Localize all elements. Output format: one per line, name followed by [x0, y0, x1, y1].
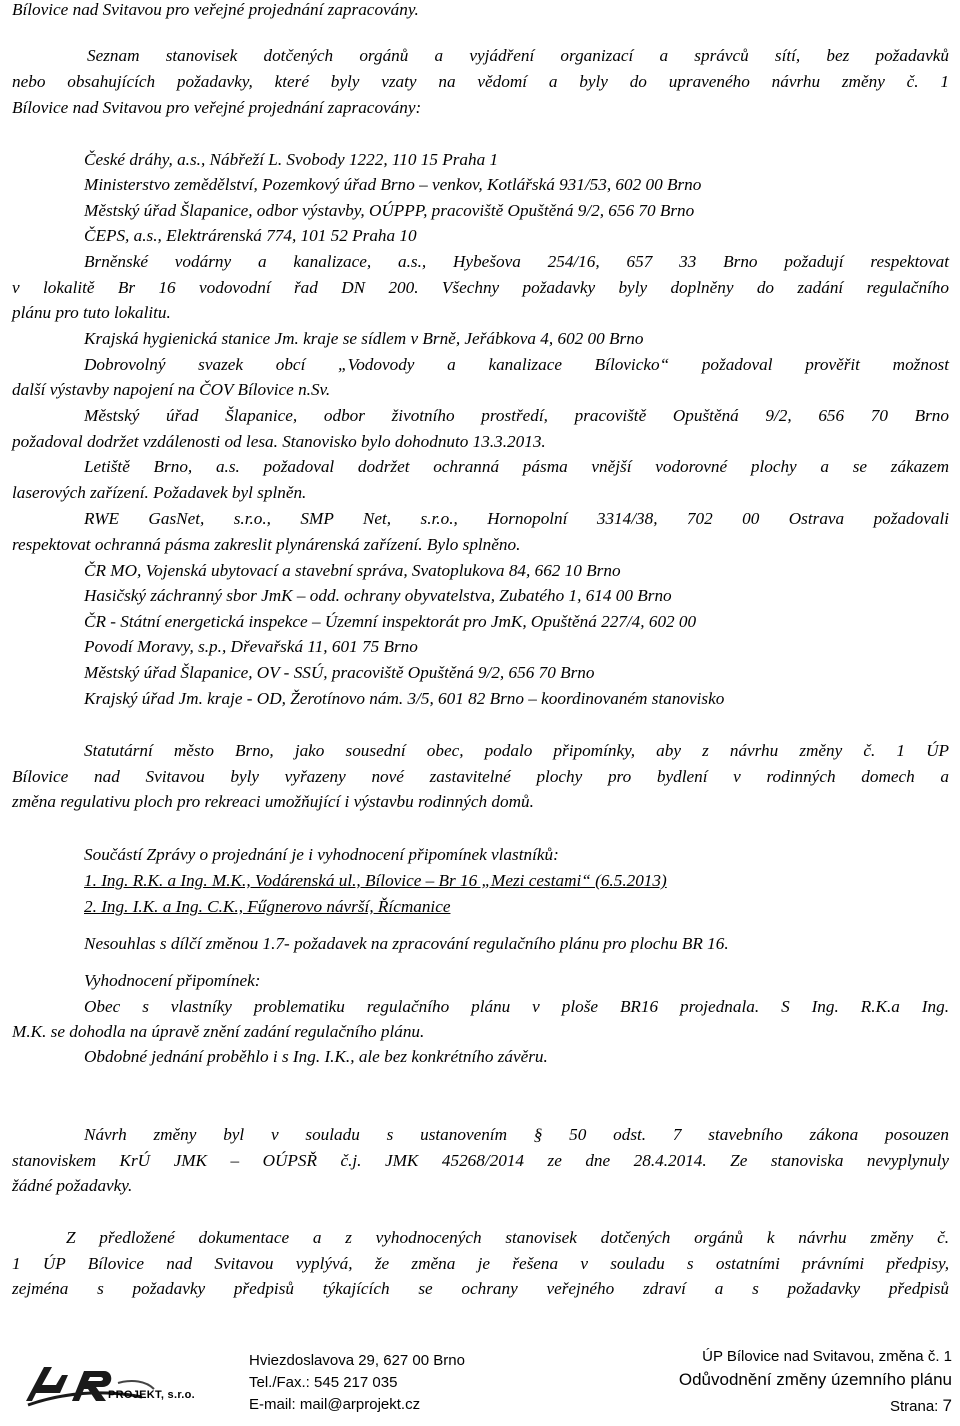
list-intro-line: Seznam stanovisek dotčených orgánů a vyjádření organizací a správců sítí, bez požadavků: [87, 46, 949, 65]
entry-line: RWE GasNet, s.r.o., SMP Net, s.r.o., Hornopolní 3314/38, 702 00 Ostrava požadovali: [84, 509, 949, 528]
entry-line: Hasičský záchranný sbor JmK – odd. ochrany obyvatelstva, Zubatého 1, 614 00 Brno: [84, 586, 672, 605]
entry-line: v lokalitě Br 16 vodovodní řad DN 200. Všechny požadavky byly doplněny do zadání regulačního: [12, 278, 949, 297]
proposal-line: Návrh změny byl v souladu s ustanovením § 50 odst. 7 stavebního zákona posouzen: [84, 1125, 949, 1144]
list-intro-line: nebo obsahujících požadavky, které byly vzaty na vědomí a byly do upraveného návrhu změny č. 1: [12, 72, 949, 91]
statutory-line: změna regulativu ploch pro rekreaci umožňující i výstavbu rodinných domů.: [12, 792, 534, 811]
entry-line: Krajská hygienická stanice Jm. kraje se sídlem v Brně, Jeřábkova 4, 602 00 Brno: [84, 329, 644, 348]
entry-line: Krajský úřad Jm. kraje - OD, Žerotínovo nám. 3/5, 601 82 Brno – koordinovaném stanovisko: [84, 689, 725, 708]
footer-phone: Tel./Fax.: 545 217 035: [249, 1374, 398, 1391]
entry-line: laserových zařízení. Požadavek byl splněn.: [12, 483, 307, 502]
logo-text: PROJEKT, s.r.o.: [108, 1389, 196, 1401]
entry-line: Brněnské vodárny a kanalizace, a.s., Hybešova 254/16, 657 33 Brno požadují respektovat: [84, 252, 949, 271]
carryover-line: Bílovice nad Svitavou pro veřejné projednání zapracovány.: [12, 0, 419, 19]
conclusion-line: 1 ÚP Bílovice nad Svitavou vyplývá, že změna je řešena v souladu s ostatními právními předpisy,: [12, 1254, 949, 1273]
statutory-line: Statutární město Brno, jako sousední obec, podalo připomínky, aby z návrhu změny č. 1 ÚP: [84, 741, 949, 760]
evaluation-line: Obec s vlastníky problematiku regulačního plánu v ploše BR16 projednala. S Ing. R.K.a Ing.: [84, 997, 949, 1016]
footer-doc-subtitle: Odůvodnění změny územního plánu: [678, 1370, 952, 1389]
comments-intro: Součástí Zprávy o projednání je i vyhodnocení připomínek vlastníků:: [84, 845, 559, 864]
entry-line: Ministerstvo zemědělství, Pozemkový úřad Brno – venkov, Kotlářská 931/53, 602 00 Brno: [84, 175, 702, 194]
proposal-line: stanoviskem KrÚ JMK – OÚPSŘ č.j. JMK 45268/2014 ze dne 28.4.2014. Ze stanoviska nevyplynuly: [12, 1151, 949, 1170]
footer-doc-title: ÚP Bílovice nad Svitavou, změna č. 1: [702, 1348, 952, 1365]
proposal-line: žádné požadavky.: [12, 1176, 133, 1195]
evaluation-line: M.K. se dohodla na úpravě znění zadání regulačního plánu.: [12, 1022, 425, 1041]
entry-line: Městský úřad Šlapanice, odbor výstavby, OÚPPP, pracoviště Opuštěná 9/2, 656 70 Brno: [84, 201, 695, 220]
entry-line: ČEPS, a.s., Elektrárenská 774, 101 52 Praha 10: [84, 226, 417, 245]
evaluation-line: Obdobné jednání proběhlo i s Ing. I.K., ale bez konkrétního závěru.: [84, 1047, 548, 1066]
entry-line: Letiště Brno, a.s. požadoval dodržet ochranná pásma vnější vodorovné plochy a se zákazem: [84, 457, 949, 476]
evaluation-title: Vyhodnocení připomínek:: [84, 971, 261, 990]
entry-line: České dráhy, a.s., Nábřeží L. Svobody 1222, 110 15 Praha 1: [84, 150, 499, 169]
entry-line: ČR MO, Vojenská ubytovací a stavební správa, Svatoplukova 84, 662 10 Brno: [84, 561, 621, 580]
entry-line: Dobrovolný svazek obcí „Vodovody a kanalizace Bílovicko“ požadoval prověřit možnost: [84, 355, 949, 374]
conclusion-line: zejména s požadavky předpisů týkajících se ochrany veřejného zdraví a s požadavky předpisů: [12, 1279, 949, 1298]
entry-line: Městský úřad Šlapanice, OV - SSÚ, pracoviště Opuštěná 9/2, 656 70 Brno: [84, 663, 595, 682]
footer-email: E-mail: mail@arprojekt.cz: [249, 1396, 421, 1413]
entry-line: další výstavby napojení na ČOV Bílovice n.Sv.: [12, 380, 331, 399]
comment-item: 1. Ing. R.K. a Ing. M.K., Vodárenská ul., Bílovice – Br 16 „Mezi cestami“ (6.5.2013): [84, 871, 667, 890]
entry-line: požadoval dodržet vzdálenosti od lesa. Stanovisko bylo dohodnuto 13.3.2013.: [12, 432, 546, 451]
comment-item: 2. Ing. I.K. a Ing. C.K., Fűgnerovo návrší, Řícmanice: [84, 897, 451, 916]
page-number: 7: [942, 1396, 952, 1415]
footer-page: [890, 1396, 952, 1416]
entry-line: ČR - Státní energetická inspekce – Územní inspektorát pro JmK, Opuštěná 227/4, 602 00: [84, 612, 697, 631]
entry-line: plánu pro tuto lokalitu.: [12, 303, 171, 322]
page-label: Strana:: [889, 1398, 939, 1415]
entry-line: Povodí Moravy, s.p., Dřevařská 11, 601 75 Brno: [84, 637, 418, 656]
disagreement-line: Nesouhlas s dílčí změnou 1.7- požadavek na zpracování regulačního plánu pro plochu BR 16.: [84, 934, 729, 953]
footer-address: Hviezdoslavova 29, 627 00 Brno: [249, 1352, 465, 1369]
statutory-line: Bílovice nad Svitavou byly vyřazeny nové zastavitelné plochy pro bydlení v rodinných domech a: [12, 767, 949, 786]
list-intro-line: Bílovice nad Svitavou pro veřejné projednání zapracovány:: [12, 98, 422, 117]
ar-logo-icon: [22, 1353, 202, 1413]
entry-line: Městský úřad Šlapanice, odbor životního prostředí, pracoviště Opuštěná 9/2, 656 70 Brno: [84, 406, 949, 425]
conclusion-line: Z předložené dokumentace a z vyhodnocených stanovisek dotčených orgánů k návrhu změny č.: [66, 1228, 949, 1247]
entry-line: respektovat ochranná pásma zakreslit plynárenská zařízení. Bylo splněno.: [12, 535, 521, 554]
company-logo: [22, 1353, 202, 1413]
